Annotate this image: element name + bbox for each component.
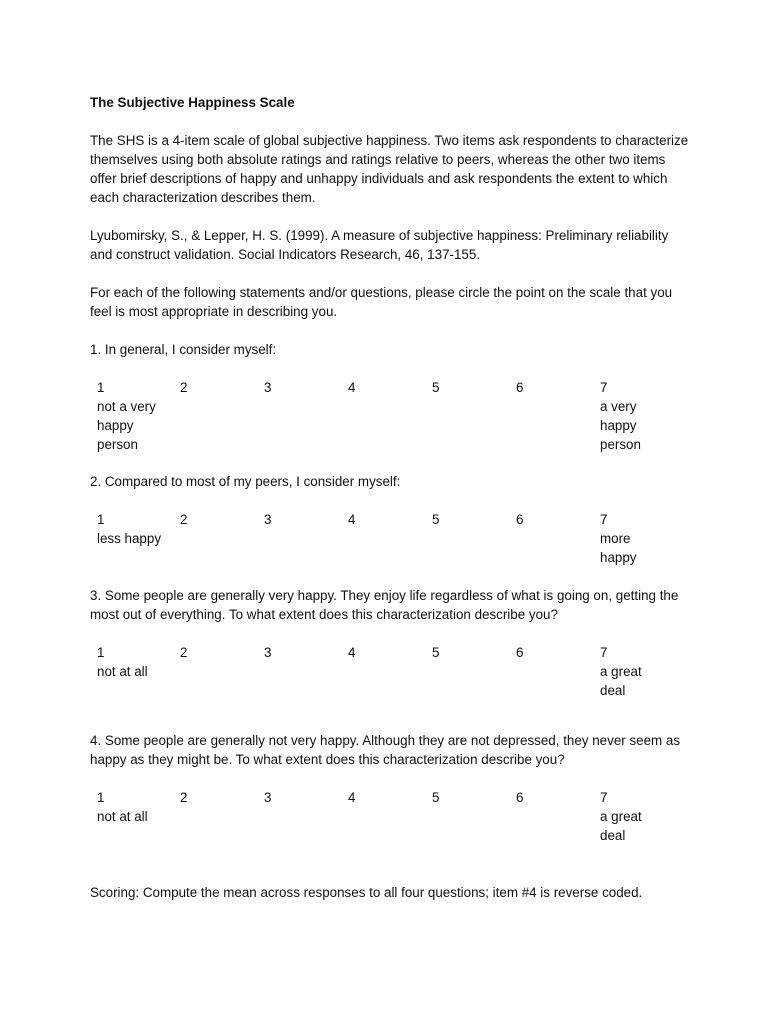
high-anchor-label: a great deal	[600, 664, 642, 698]
high-anchor-label: a very happy person	[600, 399, 641, 452]
instructions-paragraph: For each of the following statements and/or questions, please circle the point on the scale that you feel is most appropriate in describing you.	[90, 285, 673, 319]
rating-scale-4	[90, 788, 690, 868]
scale-number: 4	[348, 512, 356, 527]
scale-number: 1	[97, 790, 105, 805]
scale-number: 4	[348, 645, 356, 660]
scale-number: 5	[432, 790, 440, 805]
low-anchor-label: not at all	[97, 664, 148, 679]
scale-point-7[interactable]	[600, 378, 700, 454]
low-anchor-label: not a very happy person	[97, 399, 156, 452]
scale-number: 6	[516, 380, 524, 395]
scale-point-7[interactable]	[600, 510, 700, 567]
scale-number: 2	[180, 380, 188, 395]
scale-number: 5	[432, 512, 440, 527]
document-title: The Subjective Happiness Scale	[90, 95, 295, 110]
scale-number: 1	[97, 512, 105, 527]
rating-scale-1	[90, 378, 690, 458]
scoring-note: Scoring: Compute the mean across responses to all four questions; item #4 is reverse coded.	[90, 885, 643, 900]
question-3: 3. Some people are generally very happy. They enjoy life regardless of what is going on, getting the most out of everything. To what extent does this characterization describe you?	[90, 588, 679, 622]
question-2: 2. Compared to most of my peers, I consider myself:	[90, 474, 401, 489]
scale-number: 6	[516, 790, 524, 805]
scale-number: 5	[432, 380, 440, 395]
low-anchor-label: less happy	[97, 531, 162, 546]
scale-number: 1	[97, 645, 105, 660]
scale-number: 6	[516, 512, 524, 527]
question-4: 4. Some people are generally not very happy. Although they are not depressed, they never seem as happy as they might be. To what extent does this characterization describe you?	[90, 733, 681, 767]
scale-number: 7	[600, 512, 608, 527]
scale-number: 7	[600, 380, 608, 395]
low-anchor-label: not at all	[97, 809, 148, 824]
scale-number: 6	[516, 645, 524, 660]
intro-paragraph: The SHS is a 4-item scale of global subjective happiness. Two items ask respondents to characterize themselves using both absolute ratings and ratings relative to peers, whereas the other two items offer brief descriptions of happy and unhappy individuals and ask respondents the extent to which each characterization describes them.	[90, 133, 689, 205]
scale-number: 3	[264, 790, 272, 805]
scale-number: 7	[600, 645, 608, 660]
rating-scale-2	[90, 510, 690, 590]
high-anchor-label: more happy	[600, 531, 637, 565]
scale-number: 3	[264, 645, 272, 660]
scale-number: 1	[97, 380, 105, 395]
scale-number: 7	[600, 790, 608, 805]
scale-number: 2	[180, 512, 188, 527]
scale-point-7[interactable]	[600, 788, 700, 845]
question-1: 1. In general, I consider myself:	[90, 342, 277, 357]
scale-point-7[interactable]	[600, 643, 700, 700]
high-anchor-label: a great deal	[600, 809, 642, 843]
citation-paragraph: Lyubomirsky, S., & Lepper, H. S. (1999). A measure of subjective happiness: Preliminary reliability and construct validation. Social Indicators Research, 46, 137-155.	[90, 228, 669, 262]
scale-number: 2	[180, 645, 188, 660]
scale-number: 4	[348, 380, 356, 395]
scale-number: 5	[432, 645, 440, 660]
scale-number: 3	[264, 380, 272, 395]
rating-scale-3	[90, 643, 690, 723]
scale-number: 2	[180, 790, 188, 805]
scale-number: 3	[264, 512, 272, 527]
scale-number: 4	[348, 790, 356, 805]
